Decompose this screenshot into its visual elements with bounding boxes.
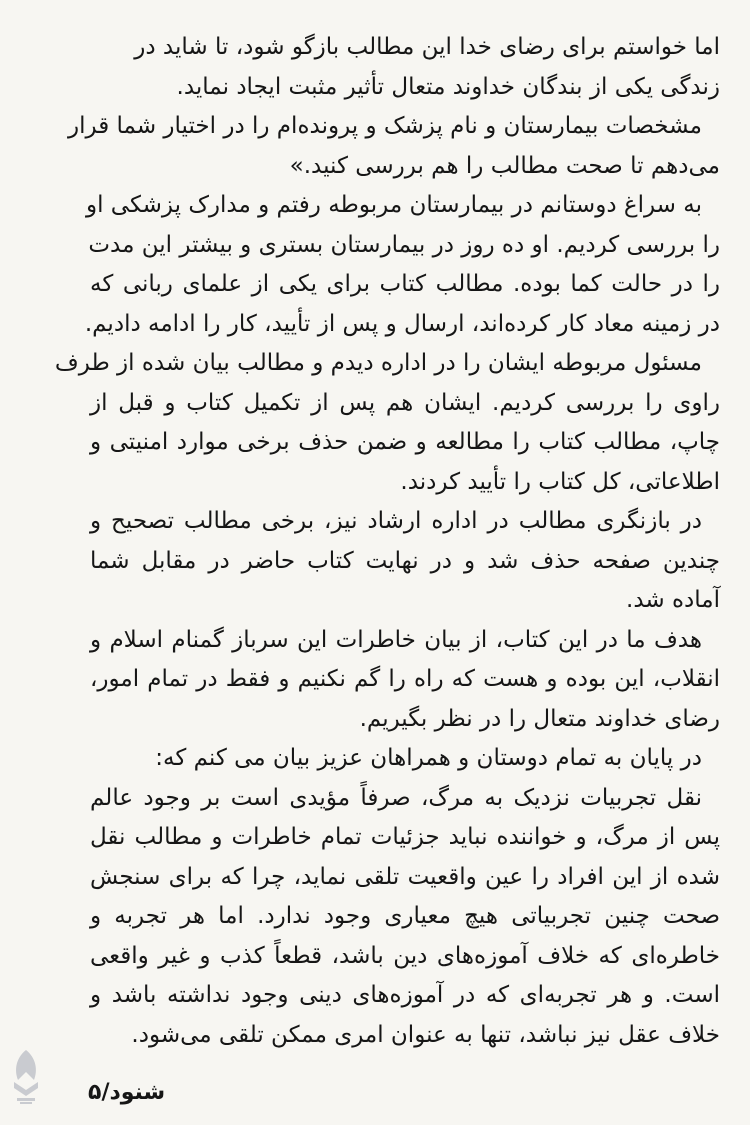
text-line: شده از این افراد را عین واقعیت تلقی نماید، چرا که برای سنجش xyxy=(90,863,720,890)
text-line: هدف ما در این کتاب، از بیان خاطرات این سرباز گمنام اسلام و xyxy=(90,626,702,653)
text-line: اطلاعاتی، کل کتاب را تأیید کردند. xyxy=(400,468,720,495)
text-line: خلاف عقل نیز نباشد، تنها به عنوان امری ممکن تلقی می‌شود. xyxy=(131,1021,720,1048)
text-line: چندین صفحه حذف شد و در نهایت کتاب حاضر در مقابل شما xyxy=(90,547,720,574)
text-line: خاطره‌ای که خلاف آموزه‌های دین باشد، قطعاً کذب و غیر واقعی xyxy=(90,942,720,969)
text-line: می‌دهم تا صحت مطالب را هم بررسی کنید.» xyxy=(289,152,720,179)
text-line: است. و هر تجربه‌ای که در آموزه‌های دینی وجود نداشته باشد و xyxy=(90,982,720,1008)
text-line: پس از مرگ، و خواننده نباید جزئیات تمام خاطرات و مطالب نقل xyxy=(90,824,720,850)
text-line: را در حالت کما بوده. مطالب کتاب برای یکی از علمای ربانی که xyxy=(90,271,720,297)
text-line: آماده شد. xyxy=(626,587,720,613)
text-line: مسئول مربوطه ایشان را در اداره دیدم و مطالب بیان شده از طرف xyxy=(54,350,702,376)
text-line: چاپ، مطالب کتاب را مطالعه و ضمن حذف برخی موارد امنیتی و xyxy=(90,429,720,455)
text-line: رضای خداوند متعال را در نظر بگیریم. xyxy=(359,705,720,732)
text-line: زندگی یکی از بندگان خداوند متعال تأثیر مثبت ایجاد نماید. xyxy=(176,73,720,100)
text-line: مشخصات بیمارستان و نام پزشک و پرونده‌ام را در اختیار شما قرار xyxy=(68,113,702,139)
text-line: در بازنگری مطالب در اداره ارشاد نیز، برخی مطالب تصحیح و xyxy=(90,508,702,534)
text-line: راوی را بررسی کردیم. ایشان هم پس از تکمیل کتاب و قبل از xyxy=(90,389,720,416)
text-line: صحت چنین تجربیاتی هیچ معیاری وجود ندارد. اما هر تجربه و xyxy=(90,903,720,929)
publisher-logo-icon xyxy=(8,1046,44,1106)
text-line: به سراغ دوستانم در بیمارستان مربوطه رفتم و مدارک پزشکی او xyxy=(85,192,702,218)
text-line: در پایان به تمام دوستان و همراهان عزیز بیان می کنم که: xyxy=(155,745,702,771)
page-number: شنود/۵ xyxy=(88,1080,166,1105)
text-line: اما خواستم برای رضای خدا این مطالب بازگو شود، تا شاید در xyxy=(134,34,720,60)
text-line: را بررسی کردیم. او ده روز در بیمارستان بستری و بیشتر این مدت xyxy=(88,231,720,258)
text-line: انقلاب، این بوده و هست که راه را گم نکنیم و فقط در تمام امور، xyxy=(90,666,720,692)
text-line: نقل تجربیات نزدیک به مرگ، صرفاً مؤیدی است بر وجود عالم xyxy=(90,784,702,811)
text-line: در زمینه معاد کار کرده‌اند، ارسال و پس از تأیید، کار را ادامه دادیم. xyxy=(84,310,720,337)
page-text xyxy=(54,28,720,1055)
